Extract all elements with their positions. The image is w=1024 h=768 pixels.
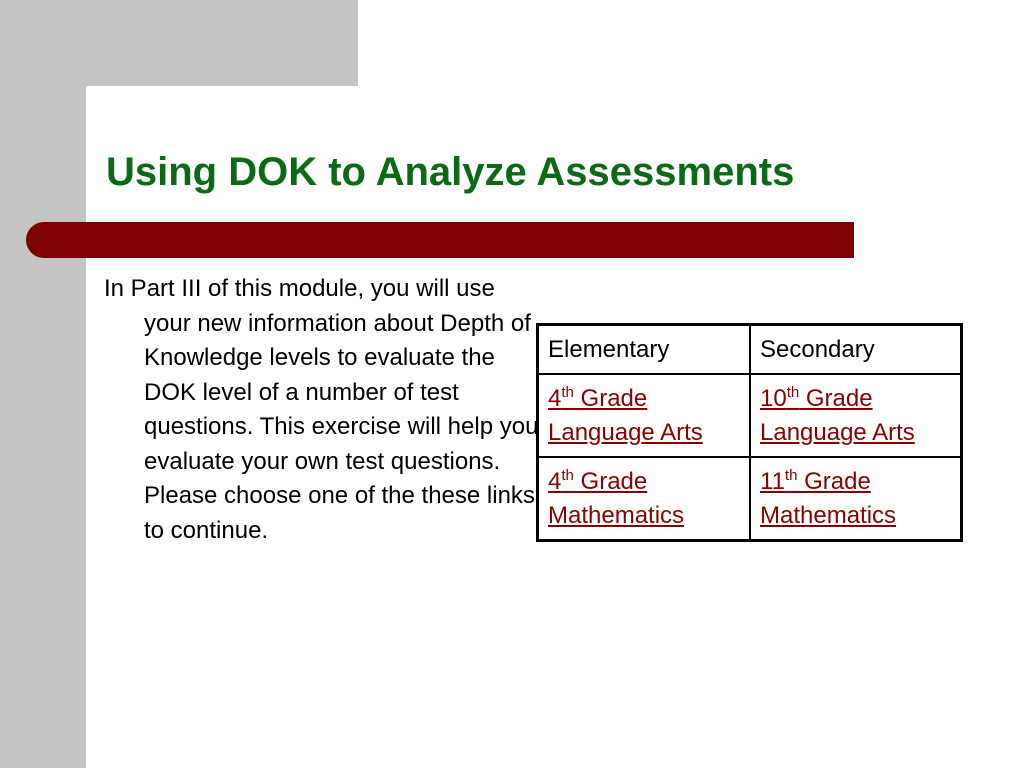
grade-number: 11 [760, 468, 785, 495]
link-11th-grade-mathematics[interactable] [760, 468, 896, 529]
header-secondary: Secondary [750, 325, 962, 375]
table-cell [750, 457, 962, 541]
table-row [538, 374, 962, 457]
subject-name: Mathematics [548, 502, 685, 529]
grade-word: Grade [797, 468, 871, 495]
table-row [538, 457, 962, 541]
link-4th-grade-language-arts[interactable] [548, 385, 703, 446]
grade-ordinal: th [561, 467, 574, 484]
body-text: In Part III of this module, you will use your new information about Depth of Knowledge levels to evaluate the DOK level of a number of test questions. This exercise will help you evaluate your own test questions. Please choose one of the these links to continue. [104, 275, 539, 544]
left-decor-band [0, 0, 86, 768]
grade-number: 10 [760, 385, 787, 412]
table-cell [750, 374, 962, 457]
grade-number: 4 [548, 385, 562, 412]
link-10th-grade-language-arts[interactable] [760, 385, 915, 446]
grade-ordinal: th [561, 384, 574, 401]
subject-name: Language Arts [548, 419, 703, 446]
grade-ordinal: th [786, 384, 800, 401]
accent-bar [26, 222, 854, 258]
header-elementary: Elementary [538, 325, 751, 375]
slide-title: Using DOK to Analyze Assessments [106, 150, 795, 194]
grade-word: Grade [573, 468, 648, 495]
link-4th-grade-mathematics[interactable] [548, 468, 684, 529]
grade-word: Grade [799, 385, 873, 412]
subject-name: Mathematics [760, 502, 897, 529]
table-cell [538, 374, 751, 457]
grade-number: 4 [548, 468, 562, 495]
grade-word: Grade [573, 385, 648, 412]
top-decor-band [0, 0, 358, 86]
grade-ordinal: th [784, 467, 798, 484]
table-cell [538, 457, 751, 541]
table-header-row [538, 325, 962, 375]
links-table [536, 323, 963, 542]
subject-name: Language Arts [760, 419, 915, 446]
